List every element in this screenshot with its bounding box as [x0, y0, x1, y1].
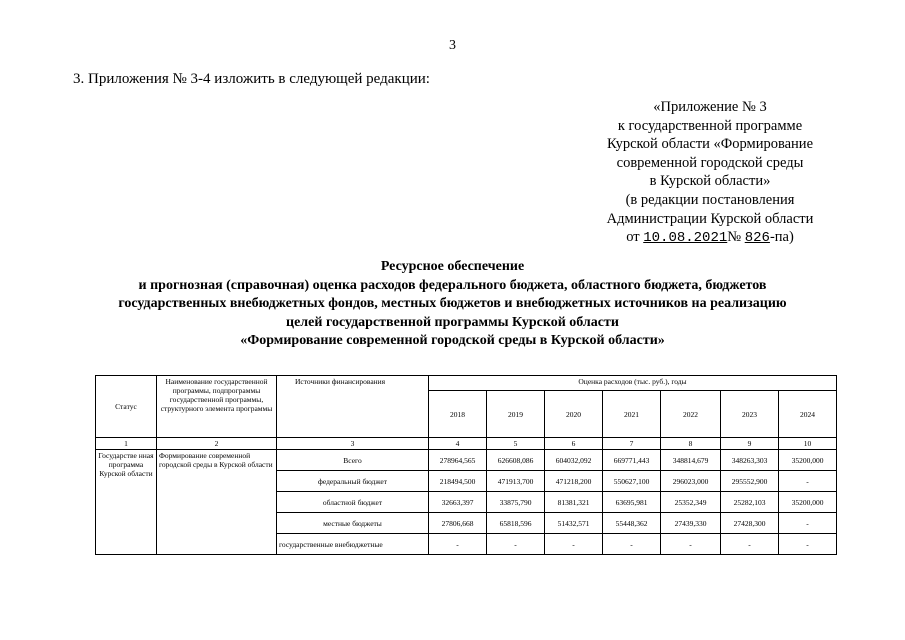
column-number: 10 — [779, 438, 837, 450]
column-number: 5 — [487, 438, 545, 450]
header-status: Статус — [96, 376, 157, 438]
column-number: 3 — [277, 438, 429, 450]
table-row — [96, 450, 837, 471]
value-cell: 604032,092 — [545, 450, 603, 471]
year-header: 2022 — [661, 391, 721, 438]
value-cell: 296023,000 — [661, 471, 721, 492]
header-source: Источники финансирования — [277, 376, 429, 438]
page-number: 3 — [449, 38, 456, 53]
value-cell: 51432,571 — [545, 513, 603, 534]
year-header: 2018 — [429, 391, 487, 438]
value-cell: 669771,443 — [603, 450, 661, 471]
value-cell: - — [779, 513, 837, 534]
date-value: 10.08.2021 — [643, 230, 728, 247]
value-cell: 626608,086 — [487, 450, 545, 471]
resource-table — [95, 375, 837, 555]
value-cell: 27428,300 — [721, 513, 779, 534]
value-cell: - — [603, 534, 661, 555]
appendix-line: Администрации Курской области — [606, 210, 814, 227]
column-number: 2 — [157, 438, 277, 450]
source-cell: местные бюджеты — [277, 513, 429, 534]
year-header: 2019 — [487, 391, 545, 438]
value-cell: 81381,321 — [545, 492, 603, 513]
value-cell: - — [487, 534, 545, 555]
source-cell: государственные внебюджетные — [277, 534, 429, 555]
value-cell: 35200,000 — [779, 492, 837, 513]
value-cell: 27439,330 — [661, 513, 721, 534]
value-cell: 55448,362 — [603, 513, 661, 534]
column-number: 6 — [545, 438, 603, 450]
status-cell: Государстве нная программа Курской области — [96, 450, 157, 555]
value-cell: 25352,349 — [661, 492, 721, 513]
number-sign: № — [727, 229, 742, 246]
value-cell: 348263,303 — [721, 450, 779, 471]
appendix-date-line — [560, 228, 860, 248]
value-cell: - — [779, 471, 837, 492]
column-number: 1 — [96, 438, 157, 450]
value-cell: 25282,103 — [721, 492, 779, 513]
value-cell: - — [661, 534, 721, 555]
value-cell: - — [721, 534, 779, 555]
value-cell: 218494,500 — [429, 471, 487, 492]
value-cell: - — [779, 534, 837, 555]
value-cell: - — [545, 534, 603, 555]
value-cell: 33875,790 — [487, 492, 545, 513]
source-cell: областной бюджет — [277, 492, 429, 513]
year-header: 2024 — [779, 391, 837, 438]
column-number: 7 — [603, 438, 661, 450]
heading-line: и прогнозная (справочная) оценка расходов федерального бюджета, областного бюджета, бюджетов — [138, 277, 767, 293]
document-heading — [0, 258, 905, 351]
value-cell: 295552,900 — [721, 471, 779, 492]
value-cell: 65818,596 — [487, 513, 545, 534]
number-value: 826 — [744, 230, 770, 247]
heading-line: целей государственной программы Курской области — [286, 314, 619, 330]
appendix-line: Курской области «Формирование — [606, 136, 814, 153]
date-suffix: -па) — [769, 229, 794, 246]
source-cell: Всего — [277, 450, 429, 471]
heading-line: государственных внебюджетных фондов, местных бюджетов и внебюджетных источников на реализацию — [118, 296, 787, 312]
value-cell: 550627,100 — [603, 471, 661, 492]
appendix-line: к государственной программе — [617, 117, 803, 134]
appendix-line: современной городской среды — [616, 154, 804, 171]
column-number: 9 — [721, 438, 779, 450]
value-cell: 348814,679 — [661, 450, 721, 471]
value-cell: 278964,565 — [429, 450, 487, 471]
source-cell: федеральный бюджет — [277, 471, 429, 492]
heading-line: «Формирование современной городской среды в Курской области» — [240, 333, 665, 349]
program-name-cell: Формирование современной городской среды в Курской области — [157, 450, 277, 555]
appendix-line: (в редакции постановления — [625, 191, 795, 208]
column-number: 4 — [429, 438, 487, 450]
appendix-stamp — [560, 98, 860, 248]
value-cell: 27806,668 — [429, 513, 487, 534]
amendment-paragraph: 3. Приложения № 3-4 изложить в следующей редакции: — [73, 71, 430, 87]
header-estimate: Оценка расходов (тыс. руб.), годы — [429, 376, 837, 391]
date-prefix: от — [626, 229, 640, 246]
header-name: Наименование государственной программы, подпрограммы государственной программы, структурного элемента программы — [157, 376, 277, 438]
value-cell: - — [429, 534, 487, 555]
heading-line: Ресурсное обеспечение — [380, 259, 525, 274]
year-header: 2021 — [603, 391, 661, 438]
value-cell: 35200,000 — [779, 450, 837, 471]
value-cell: 32663,397 — [429, 492, 487, 513]
value-cell: 471218,200 — [545, 471, 603, 492]
value-cell: 471913,700 — [487, 471, 545, 492]
value-cell: 63695,981 — [603, 492, 661, 513]
year-header: 2020 — [545, 391, 603, 438]
year-header: 2023 — [721, 391, 779, 438]
column-number: 8 — [661, 438, 721, 450]
appendix-line: в Курской области» — [649, 173, 771, 190]
appendix-line: «Приложение № 3 — [653, 99, 767, 115]
